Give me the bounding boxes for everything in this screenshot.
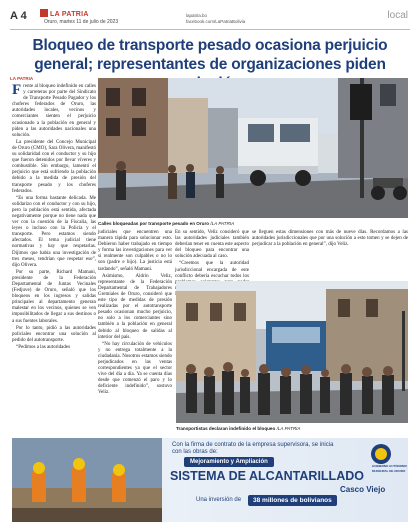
issue-date: Oruro, martes 11 de julio de 2023 (44, 19, 119, 25)
photo-transport-strike (176, 281, 408, 423)
dropcap: F (12, 82, 22, 98)
ad-workers-illustration (12, 438, 162, 522)
page-number: A 4 (10, 10, 27, 22)
section-name: local (387, 10, 408, 21)
photo2-caption (176, 426, 408, 431)
photo-blocked-streets (98, 78, 408, 218)
ad-investment-label: Una inversión de (196, 497, 242, 503)
municipal-logo-icon (362, 442, 400, 466)
byline: LA PATRIA (10, 76, 34, 81)
paragraph: Por su parte, Richard Mamani, presidente de la Federación Departamental de Juntas Vecinales (Fedjuve) de Oruro, señaló que los bloqueos en los ingresos y salidas principales al departamento generan malestar en los vecinos, quienes se ven imposibilitados de llegar a sus destinos o a sus fuentes laborales. (12, 269, 96, 324)
paragraph: se lleguen estas dimensiones con más de nueve días. Recordamos a las autoridades jurisdiccionales que por una solución a esto tomen y se dejen de perjudicar a la población en general”, dijo Veliz. (252, 230, 408, 248)
ad-logo-text: GOBIERNO AUTÓNOMO MUNICIPAL DE ORURO (372, 464, 407, 473)
column-2 (98, 230, 172, 432)
ad-location: Casco Viejo (340, 485, 386, 494)
paper-name: LA PATRIA (50, 11, 89, 18)
ad-title: SISTEMA DE ALCANTARILLADO (170, 469, 364, 483)
advertisement (12, 438, 408, 522)
street-photo-illustration (98, 78, 408, 218)
ad-amount: 38 millones de bolivianos (248, 495, 337, 506)
paragraph: La presidente del Concejo Municipal de Oruro (CMO), Sara Olivera, manifestó su solidaridad con el conductor y su hijo que fueron detenidos por llevar víveres y combustible. Sin embargo, lamentó el perjuicio que está sufriendo la población debido a la medida de presión del transporte pesado y los choferes federados. (12, 139, 96, 194)
paragraph: En su sentido, Veliz consideró que las autoridades judiciales también deberían tener en cuenta este aspecto del bloqueo para encontrar una solución adecuada al caso. (175, 230, 249, 260)
strike-photo-illustration (176, 281, 408, 423)
paragraph: rente al bloqueo indefinido en calles y carreteras por parte del Sindicato de Transporte Pesado Pagador y los choferes federados de Oruro, las autoridades locales, vecinos y comerciantes sienten el perjuicio ocasionado a la población en general y piden a las autoridades nacionales una solución. (12, 84, 96, 138)
column-3 (175, 230, 249, 280)
caption-text: Calles bloqueadas por transporte pesado en Oruro (98, 221, 210, 226)
paragraph: “Creemos que la autoridad jurisdiccional encargada de este conflicto debería escuchar todos los (175, 261, 249, 279)
photo-credit: /LA PATRIA (276, 426, 301, 431)
ad-badge: Mejoramiento y Ampliación (184, 457, 274, 467)
ad-intro-text: Con la firma de contrato de la empresa supervisora, se inicia con las obras de: (172, 442, 334, 455)
website: lapatria.bo (186, 13, 208, 18)
logo-mark-icon (40, 9, 48, 17)
column-4 (252, 230, 408, 275)
paragraph: “No hay circulación de vehículos y no entrega totalmente a la ciudadanía. Nosotros estamos siendo perjudicados en las ventas correspondientes ya que el sector vive del día a día. Ya se cuenta días desde que comenzó el paro y lo deficiente indefinido”, sostuvo Veliz. (98, 341, 172, 396)
social-link: facebook.com/LaPatriaBolivia (186, 19, 246, 24)
paragraph: judiciales que encuentren una manera rápida para solucionar esto. Debieron haber trabajado en tiempo y forma las investigaciones para ver si realmente son culpables o no lo son (padre e hijo). La justicia está tardando”, señaló Mamani. (98, 230, 172, 272)
header-links (186, 13, 245, 25)
photo1-caption (98, 221, 408, 226)
photo-credit: /LA PATRIA (210, 221, 235, 226)
paragraph: Asimismo, Aldrin Veliz, representante de la Federación Departamental de Trabajadores Gremiales de Oruro, consideró que este tipo de medidas de presión realizadas por el autotransporte pesado ocasionan mucho perjuicio, no solo a los comerciantes sino también a la población en general debido al bloqueo de salidas al interior del país. (98, 273, 172, 340)
column-1 (12, 84, 96, 432)
paragraph: “Es una forma bastante delicada. Me solidarizo con el conductor y con su hijo, pero la población está sentida, afectada negativamente porque no tiene nada que ver con la cuestión de la Fiscalía, las leyes o incluso con la Policía y el transporte. Pero estamos siendo afectados. El tema judicial tiene normativas y hay que respetarlas. Dijimos que había una investigación de tres meses, tendrían que respetar eso”, dijo Olivera. (12, 195, 96, 268)
caption-text: Transportistas declaran indefinido el bloqueo (176, 426, 276, 431)
paragraph: “Pedimos a las autoridades (16, 344, 71, 350)
page-header (10, 6, 410, 30)
headline: Bloqueo de transporte pesado ocasiona perjuicio general; representantes de organizaciones piden (32, 37, 388, 73)
paragraph: Por lo tanto, pidió a las autoridades policiales encontrar una solución al pedido del autotransporte. (12, 325, 96, 343)
paper-logo (40, 9, 89, 18)
